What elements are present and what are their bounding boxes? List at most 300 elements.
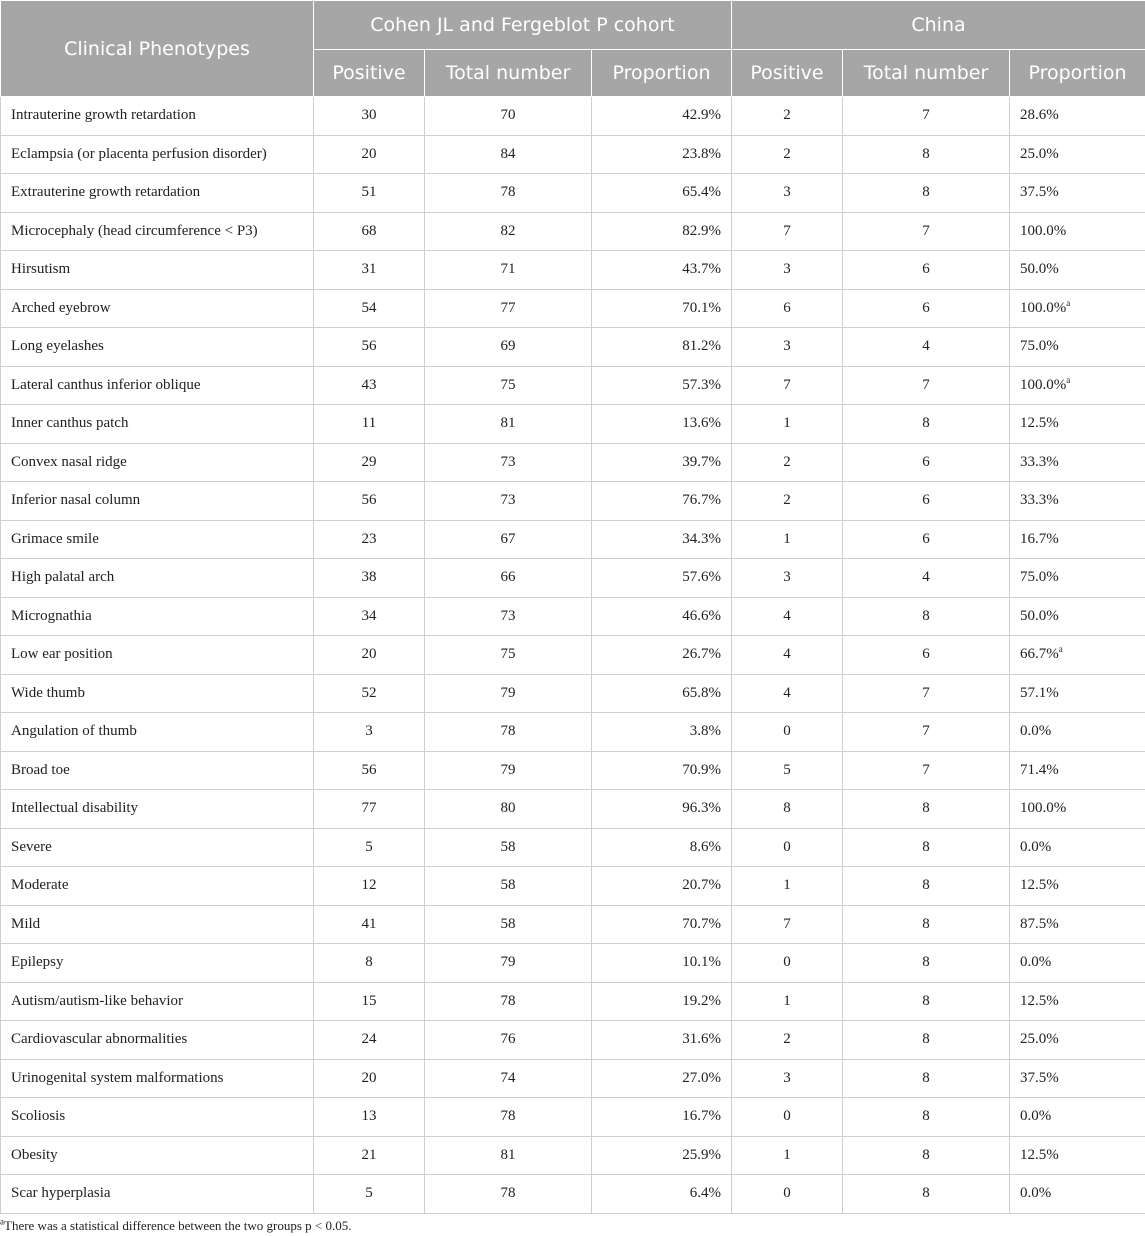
table-row <box>1 559 1145 598</box>
cohort-proportion-cell-text: 23.8% <box>682 145 721 162</box>
china-positive-cell-text: 0 <box>783 1108 791 1125</box>
china-positive-cell <box>732 1098 843 1137</box>
china-proportion-cell-text: 12.5% <box>1020 877 1059 894</box>
phenotype-name-cell <box>1 944 314 983</box>
cohort-positive-cell <box>314 212 425 251</box>
china-positive-cell <box>732 713 843 752</box>
phenotype-name-cell <box>1 636 314 675</box>
china-proportion-cell-text: 0.0% <box>1020 1108 1052 1125</box>
cohort-total-cell-text: 81 <box>500 1146 516 1163</box>
china-proportion-cell-text: 0.0% <box>1020 954 1052 971</box>
china-positive-cell-text: 7 <box>783 915 791 932</box>
china-group-header: China <box>732 1 1145 50</box>
china-total-cell <box>843 1021 1010 1060</box>
cohort-positive-cell <box>314 790 425 829</box>
china-total-cell <box>843 289 1010 328</box>
china-proportion-cell-text: 37.5% <box>1020 184 1059 201</box>
china-total-cell-text: 8 <box>922 1031 930 1048</box>
china-total-cell-text: 8 <box>922 992 930 1009</box>
china-proportion-cell <box>1010 1021 1145 1060</box>
china-proportion-cell-text: 12.5% <box>1020 992 1059 1009</box>
cohort-total-cell-text: 78 <box>500 1108 516 1125</box>
cohort-positive-cell-text: 41 <box>361 915 377 932</box>
china-total-cell <box>843 482 1010 521</box>
china-proportion-cell-text: 16.7% <box>1020 530 1059 547</box>
phenotype-name-cell-text: Severe <box>11 838 52 855</box>
cohort-positive-cell-text: 15 <box>361 992 377 1009</box>
china-proportion-cell <box>1010 289 1145 328</box>
cohort-proportion-cell <box>592 828 732 867</box>
cohort-proportion-cell-text: 81.2% <box>682 338 721 355</box>
cohort-positive-cell-text: 34 <box>361 607 377 624</box>
cohort-positive-cell-text: 5 <box>365 1185 373 1202</box>
cohort-total-cell-text: 69 <box>500 338 516 355</box>
cohort-proportion-cell-text: 16.7% <box>682 1108 721 1125</box>
china-total-cell <box>843 867 1010 906</box>
china-positive-cell-text: 0 <box>783 838 791 855</box>
china-proportion-cell-text: 12.5% <box>1020 415 1059 432</box>
china-proportion-cell-text: 100.0% <box>1020 376 1067 393</box>
cohort-total-cell <box>425 1098 592 1137</box>
china-total-cell-text: 7 <box>922 107 930 124</box>
china-positive-cell <box>732 520 843 559</box>
significance-marker: a <box>1066 297 1071 308</box>
cohort-total-cell <box>425 1059 592 1098</box>
cohort-positive-cell-text: 12 <box>361 877 377 894</box>
significance-marker: a <box>1066 374 1071 385</box>
china-proportion-header: Proportion <box>1010 50 1145 97</box>
china-positive-cell <box>732 636 843 675</box>
cohort-total-cell-text: 79 <box>500 954 516 971</box>
cohort-proportion-cell-text: 43.7% <box>682 261 721 278</box>
cohort-positive-cell <box>314 1021 425 1060</box>
china-positive-cell <box>732 1059 843 1098</box>
phenotype-name-cell <box>1 751 314 790</box>
cohort-positive-cell-text: 11 <box>361 415 377 432</box>
cohort-total-cell <box>425 97 592 136</box>
cohort-proportion-cell <box>592 212 732 251</box>
cohort-positive-cell <box>314 97 425 136</box>
china-positive-cell <box>732 982 843 1021</box>
cohort-proportion-cell <box>592 405 732 444</box>
cohort-proportion-cell <box>592 674 732 713</box>
china-positive-cell <box>732 251 843 290</box>
cohort-proportion-cell-text: 6.4% <box>689 1185 721 1202</box>
china-total-cell <box>843 174 1010 213</box>
china-positive-cell-text: 4 <box>783 646 791 663</box>
cohort-positive-cell-text: 13 <box>361 1108 377 1125</box>
china-positive-cell-text: 7 <box>783 376 791 393</box>
phenotype-name-cell <box>1 135 314 174</box>
china-proportion-cell-text: 37.5% <box>1020 1069 1059 1086</box>
cohort-positive-cell-text: 8 <box>365 954 373 971</box>
china-positive-cell-text: 1 <box>783 992 791 1009</box>
china-proportion-cell <box>1010 944 1145 983</box>
phenotype-name-cell-text: Microcephaly (head circumference < P3) <box>11 222 258 239</box>
phenotype-name-cell <box>1 1059 314 1098</box>
cohort-total-cell-text: 82 <box>500 222 516 239</box>
china-positive-cell-text: 5 <box>783 761 791 778</box>
china-total-cell-text: 4 <box>922 338 930 355</box>
phenotype-name-cell-text: Epilepsy <box>11 954 64 971</box>
cohort-proportion-cell-text: 70.1% <box>682 299 721 316</box>
cohort-total-cell-text: 58 <box>500 838 516 855</box>
table-row <box>1 944 1145 983</box>
china-total-cell-text: 8 <box>922 1069 930 1086</box>
cohort-positive-cell-text: 68 <box>361 222 377 239</box>
china-positive-cell <box>732 597 843 636</box>
phenotype-name-cell <box>1 97 314 136</box>
table-row <box>1 751 1145 790</box>
china-positive-cell-text: 1 <box>783 1146 791 1163</box>
china-proportion-cell-text: 12.5% <box>1020 1146 1059 1163</box>
china-positive-cell-text: 3 <box>783 261 791 278</box>
table-row <box>1 828 1145 867</box>
phenotype-name-cell-text: Inner canthus patch <box>11 415 129 432</box>
cohort-positive-cell <box>314 482 425 521</box>
cohort-positive-cell <box>314 1175 425 1214</box>
china-positive-cell-text: 2 <box>783 107 791 124</box>
china-positive-cell <box>732 482 843 521</box>
phenotype-name-cell-text: Mild <box>11 915 41 932</box>
cohort-total-cell <box>425 1136 592 1175</box>
significance-marker: a <box>1058 644 1063 655</box>
cohort-total-cell-text: 78 <box>500 184 516 201</box>
phenotype-name-cell <box>1 251 314 290</box>
cohort-total-cell <box>425 828 592 867</box>
china-proportion-cell <box>1010 751 1145 790</box>
china-total-cell <box>843 251 1010 290</box>
china-proportion-cell-text: 50.0% <box>1020 261 1059 278</box>
china-proportion-cell <box>1010 1136 1145 1175</box>
china-positive-cell-text: 4 <box>783 607 791 624</box>
cohort-total-cell <box>425 751 592 790</box>
cohort-proportion-cell-text: 8.6% <box>689 838 721 855</box>
cohort-total-cell <box>425 212 592 251</box>
china-proportion-cell-text: 75.0% <box>1020 569 1059 586</box>
phenotype-name-cell <box>1 174 314 213</box>
china-positive-cell <box>732 790 843 829</box>
china-positive-cell <box>732 97 843 136</box>
phenotype-name-cell <box>1 520 314 559</box>
phenotype-name-cell <box>1 982 314 1021</box>
china-total-cell-text: 8 <box>922 1146 930 1163</box>
table-row <box>1 482 1145 521</box>
china-total-cell-text: 6 <box>922 299 930 316</box>
phenotype-name-cell-text: Scar hyperplasia <box>11 1185 111 1202</box>
cohort-proportion-cell <box>592 982 732 1021</box>
cohort-proportion-cell <box>592 289 732 328</box>
phenotype-name-cell <box>1 482 314 521</box>
phenotype-name-cell <box>1 867 314 906</box>
cohort-proportion-cell-text: 96.3% <box>682 800 721 817</box>
cohort-proportion-cell <box>592 867 732 906</box>
cohort-positive-cell <box>314 636 425 675</box>
china-positive-cell-text: 8 <box>783 800 791 817</box>
cohort-proportion-cell <box>592 1175 732 1214</box>
china-total-cell <box>843 135 1010 174</box>
cohort-positive-cell-text: 20 <box>361 646 377 663</box>
china-proportion-cell <box>1010 1098 1145 1137</box>
china-total-cell <box>843 636 1010 675</box>
china-proportion-cell-text: 50.0% <box>1020 607 1059 624</box>
china-total-cell-text: 8 <box>922 877 930 894</box>
china-total-cell-text: 6 <box>922 261 930 278</box>
china-total-cell <box>843 713 1010 752</box>
china-proportion-cell <box>1010 520 1145 559</box>
cohort-proportion-cell-text: 31.6% <box>682 1031 721 1048</box>
china-total-cell-text: 8 <box>922 184 930 201</box>
cohort-total-cell-text: 67 <box>500 530 516 547</box>
china-total-cell-text: 7 <box>922 684 930 701</box>
cohort-positive-cell-text: 29 <box>361 453 377 470</box>
cohort-positive-cell-text: 43 <box>361 376 377 393</box>
cohort-positive-cell <box>314 597 425 636</box>
cohort-positive-cell-text: 24 <box>361 1031 377 1048</box>
cohort-positive-cell <box>314 674 425 713</box>
cohort-positive-header: Positive <box>314 50 425 97</box>
china-proportion-cell <box>1010 135 1145 174</box>
china-proportion-cell <box>1010 597 1145 636</box>
cohort-total-cell <box>425 674 592 713</box>
cohort-proportion-cell-text: 82.9% <box>682 222 721 239</box>
china-proportion-cell <box>1010 905 1145 944</box>
china-proportion-cell <box>1010 636 1145 675</box>
phenotype-name-cell-text: Intrauterine growth retardation <box>11 107 196 124</box>
cohort-proportion-cell-text: 3.8% <box>689 723 721 740</box>
table-row <box>1 366 1145 405</box>
cohort-positive-cell <box>314 443 425 482</box>
china-positive-cell-text: 1 <box>783 530 791 547</box>
cohort-total-cell <box>425 174 592 213</box>
table-row <box>1 713 1145 752</box>
phenotype-name-cell-text: Wide thumb <box>11 684 85 701</box>
cohort-proportion-cell-text: 20.7% <box>682 877 721 894</box>
phenotype-name-cell-text: Grimace smile <box>11 530 99 547</box>
cohort-total-cell <box>425 289 592 328</box>
phenotype-name-cell <box>1 1021 314 1060</box>
cohort-proportion-cell-text: 42.9% <box>682 107 721 124</box>
phenotype-column-header: Clinical Phenotypes <box>1 1 314 97</box>
cohort-total-cell <box>425 982 592 1021</box>
china-positive-cell-text: 2 <box>783 145 791 162</box>
china-positive-cell-text: 0 <box>783 723 791 740</box>
cohort-positive-cell-text: 56 <box>361 761 377 778</box>
china-proportion-cell <box>1010 251 1145 290</box>
cohort-positive-cell-text: 56 <box>361 338 377 355</box>
cohort-total-cell <box>425 867 592 906</box>
cohort-proportion-cell <box>592 520 732 559</box>
china-total-cell <box>843 1098 1010 1137</box>
china-total-cell <box>843 751 1010 790</box>
phenotype-name-cell-text: Lateral canthus inferior oblique <box>11 376 201 393</box>
cohort-total-cell <box>425 482 592 521</box>
china-positive-cell-text: 6 <box>783 299 791 316</box>
china-proportion-cell <box>1010 1175 1145 1214</box>
cohort-total-cell-text: 79 <box>500 761 516 778</box>
china-proportion-cell-text: 28.6% <box>1020 107 1059 124</box>
china-positive-header: Positive <box>732 50 843 97</box>
cohort-total-cell <box>425 366 592 405</box>
cohort-total-cell-text: 79 <box>500 684 516 701</box>
cohort-positive-cell-text: 3 <box>365 723 373 740</box>
table-row <box>1 790 1145 829</box>
china-positive-cell <box>732 559 843 598</box>
china-proportion-cell <box>1010 982 1145 1021</box>
china-proportion-cell <box>1010 328 1145 367</box>
cohort-proportion-cell <box>592 1059 732 1098</box>
footnote-text: There was a statistical difference between the two groups p < 0.05. <box>4 1218 352 1233</box>
china-total-cell-text: 8 <box>922 1108 930 1125</box>
china-positive-cell <box>732 828 843 867</box>
china-total-cell <box>843 944 1010 983</box>
china-proportion-cell <box>1010 366 1145 405</box>
cohort-proportion-cell <box>592 482 732 521</box>
phenotype-name-cell-text: Scoliosis <box>11 1108 66 1125</box>
cohort-positive-cell-text: 77 <box>361 800 377 817</box>
cohort-proportion-cell-text: 65.4% <box>682 184 721 201</box>
cohort-total-cell <box>425 328 592 367</box>
phenotype-name-cell-text: Eclampsia (or placenta perfusion disorder) <box>11 145 267 162</box>
cohort-total-cell <box>425 520 592 559</box>
phenotype-name-cell-text: Hirsutism <box>11 261 71 278</box>
china-total-cell <box>843 1136 1010 1175</box>
cohort-proportion-cell <box>592 751 732 790</box>
china-proportion-cell-text: 75.0% <box>1020 338 1059 355</box>
cohort-total-cell-text: 71 <box>500 261 516 278</box>
cohort-proportion-cell <box>592 559 732 598</box>
china-proportion-cell <box>1010 674 1145 713</box>
table-row <box>1 674 1145 713</box>
cohort-proportion-cell-text: 46.6% <box>682 607 721 624</box>
cohort-positive-cell-text: 5 <box>365 838 373 855</box>
china-total-cell <box>843 328 1010 367</box>
china-total-cell-text: 6 <box>922 646 930 663</box>
china-positive-cell <box>732 212 843 251</box>
cohort-proportion-cell-text: 19.2% <box>682 992 721 1009</box>
cohort-total-cell-text: 66 <box>500 569 516 586</box>
cohort-total-cell <box>425 405 592 444</box>
china-proportion-cell-text: 33.3% <box>1020 492 1059 509</box>
china-total-header: Total number <box>843 50 1010 97</box>
china-total-cell <box>843 982 1010 1021</box>
cohort-total-cell-text: 77 <box>500 299 516 316</box>
phenotype-name-cell-text: Broad toe <box>11 761 70 778</box>
table-row <box>1 212 1145 251</box>
china-positive-cell-text: 4 <box>783 684 791 701</box>
cohort-total-cell-text: 78 <box>500 992 516 1009</box>
table-row <box>1 405 1145 444</box>
cohort-proportion-cell <box>592 597 732 636</box>
phenotype-name-cell-text: High palatal arch <box>11 569 115 586</box>
cohort-total-cell <box>425 905 592 944</box>
cohort-total-cell-text: 84 <box>500 145 516 162</box>
phenotype-name-cell-text: Arched eyebrow <box>11 299 111 316</box>
china-positive-cell-text: 2 <box>783 492 791 509</box>
china-positive-cell <box>732 751 843 790</box>
cohort-positive-cell-text: 23 <box>361 530 377 547</box>
china-proportion-cell-text: 25.0% <box>1020 145 1059 162</box>
phenotype-name-cell <box>1 905 314 944</box>
china-positive-cell-text: 3 <box>783 338 791 355</box>
phenotype-name-cell <box>1 1175 314 1214</box>
cohort-positive-cell <box>314 520 425 559</box>
china-total-cell <box>843 212 1010 251</box>
china-proportion-cell-text: 33.3% <box>1020 453 1059 470</box>
table-row <box>1 328 1145 367</box>
cohort-proportion-cell <box>592 944 732 983</box>
table-header <box>1 1 1145 97</box>
cohort-positive-cell <box>314 713 425 752</box>
china-proportion-cell-text: 100.0% <box>1020 222 1067 239</box>
phenotype-name-cell-text: Cardiovascular abnormalities <box>11 1031 188 1048</box>
china-proportion-cell-text: 57.1% <box>1020 684 1059 701</box>
china-proportion-cell-text: 87.5% <box>1020 915 1059 932</box>
phenotype-name-cell <box>1 443 314 482</box>
china-positive-cell-text: 3 <box>783 1069 791 1086</box>
table-row <box>1 597 1145 636</box>
cohort-positive-cell <box>314 135 425 174</box>
table-row <box>1 251 1145 290</box>
china-positive-cell <box>732 905 843 944</box>
china-positive-cell-text: 1 <box>783 415 791 432</box>
phenotype-name-cell-text: Micrognathia <box>11 607 92 624</box>
china-positive-cell-text: 2 <box>783 453 791 470</box>
cohort-positive-cell-text: 20 <box>361 1069 377 1086</box>
cohort-positive-cell <box>314 405 425 444</box>
china-total-cell <box>843 828 1010 867</box>
phenotype-name-cell-text: Inferior nasal column <box>11 492 141 509</box>
cohort-positive-cell-text: 21 <box>361 1146 377 1163</box>
china-proportion-cell <box>1010 790 1145 829</box>
cohort-total-cell-text: 74 <box>500 1069 516 1086</box>
cohort-total-cell-text: 81 <box>500 415 516 432</box>
china-proportion-cell <box>1010 443 1145 482</box>
cohort-positive-cell <box>314 751 425 790</box>
cohort-proportion-cell <box>592 251 732 290</box>
china-total-cell <box>843 559 1010 598</box>
table-row <box>1 1175 1145 1214</box>
cohort-total-cell <box>425 790 592 829</box>
china-total-cell <box>843 443 1010 482</box>
china-total-cell-text: 8 <box>922 838 930 855</box>
phenotype-name-cell <box>1 328 314 367</box>
china-total-cell-text: 7 <box>922 761 930 778</box>
china-positive-cell <box>732 674 843 713</box>
table-row <box>1 982 1145 1021</box>
china-positive-cell <box>732 867 843 906</box>
china-positive-cell-text: 7 <box>783 222 791 239</box>
table-row <box>1 905 1145 944</box>
phenotype-name-cell-text: Urinogenital system malformations <box>11 1069 224 1086</box>
cohort-proportion-header: Proportion <box>592 50 732 97</box>
china-total-cell <box>843 597 1010 636</box>
china-positive-cell <box>732 1175 843 1214</box>
phenotype-name-cell <box>1 674 314 713</box>
china-positive-cell-text: 0 <box>783 1185 791 1202</box>
cohort-positive-cell-text: 54 <box>361 299 377 316</box>
cohort-proportion-cell <box>592 1021 732 1060</box>
china-positive-cell <box>732 289 843 328</box>
cohort-positive-cell <box>314 944 425 983</box>
china-proportion-cell <box>1010 482 1145 521</box>
china-proportion-cell-text: 100.0% <box>1020 800 1067 817</box>
china-total-cell <box>843 674 1010 713</box>
table-row <box>1 520 1145 559</box>
phenotype-name-cell-text: Obesity <box>11 1146 58 1163</box>
cohort-total-cell-text: 76 <box>500 1031 516 1048</box>
phenotype-name-cell <box>1 289 314 328</box>
